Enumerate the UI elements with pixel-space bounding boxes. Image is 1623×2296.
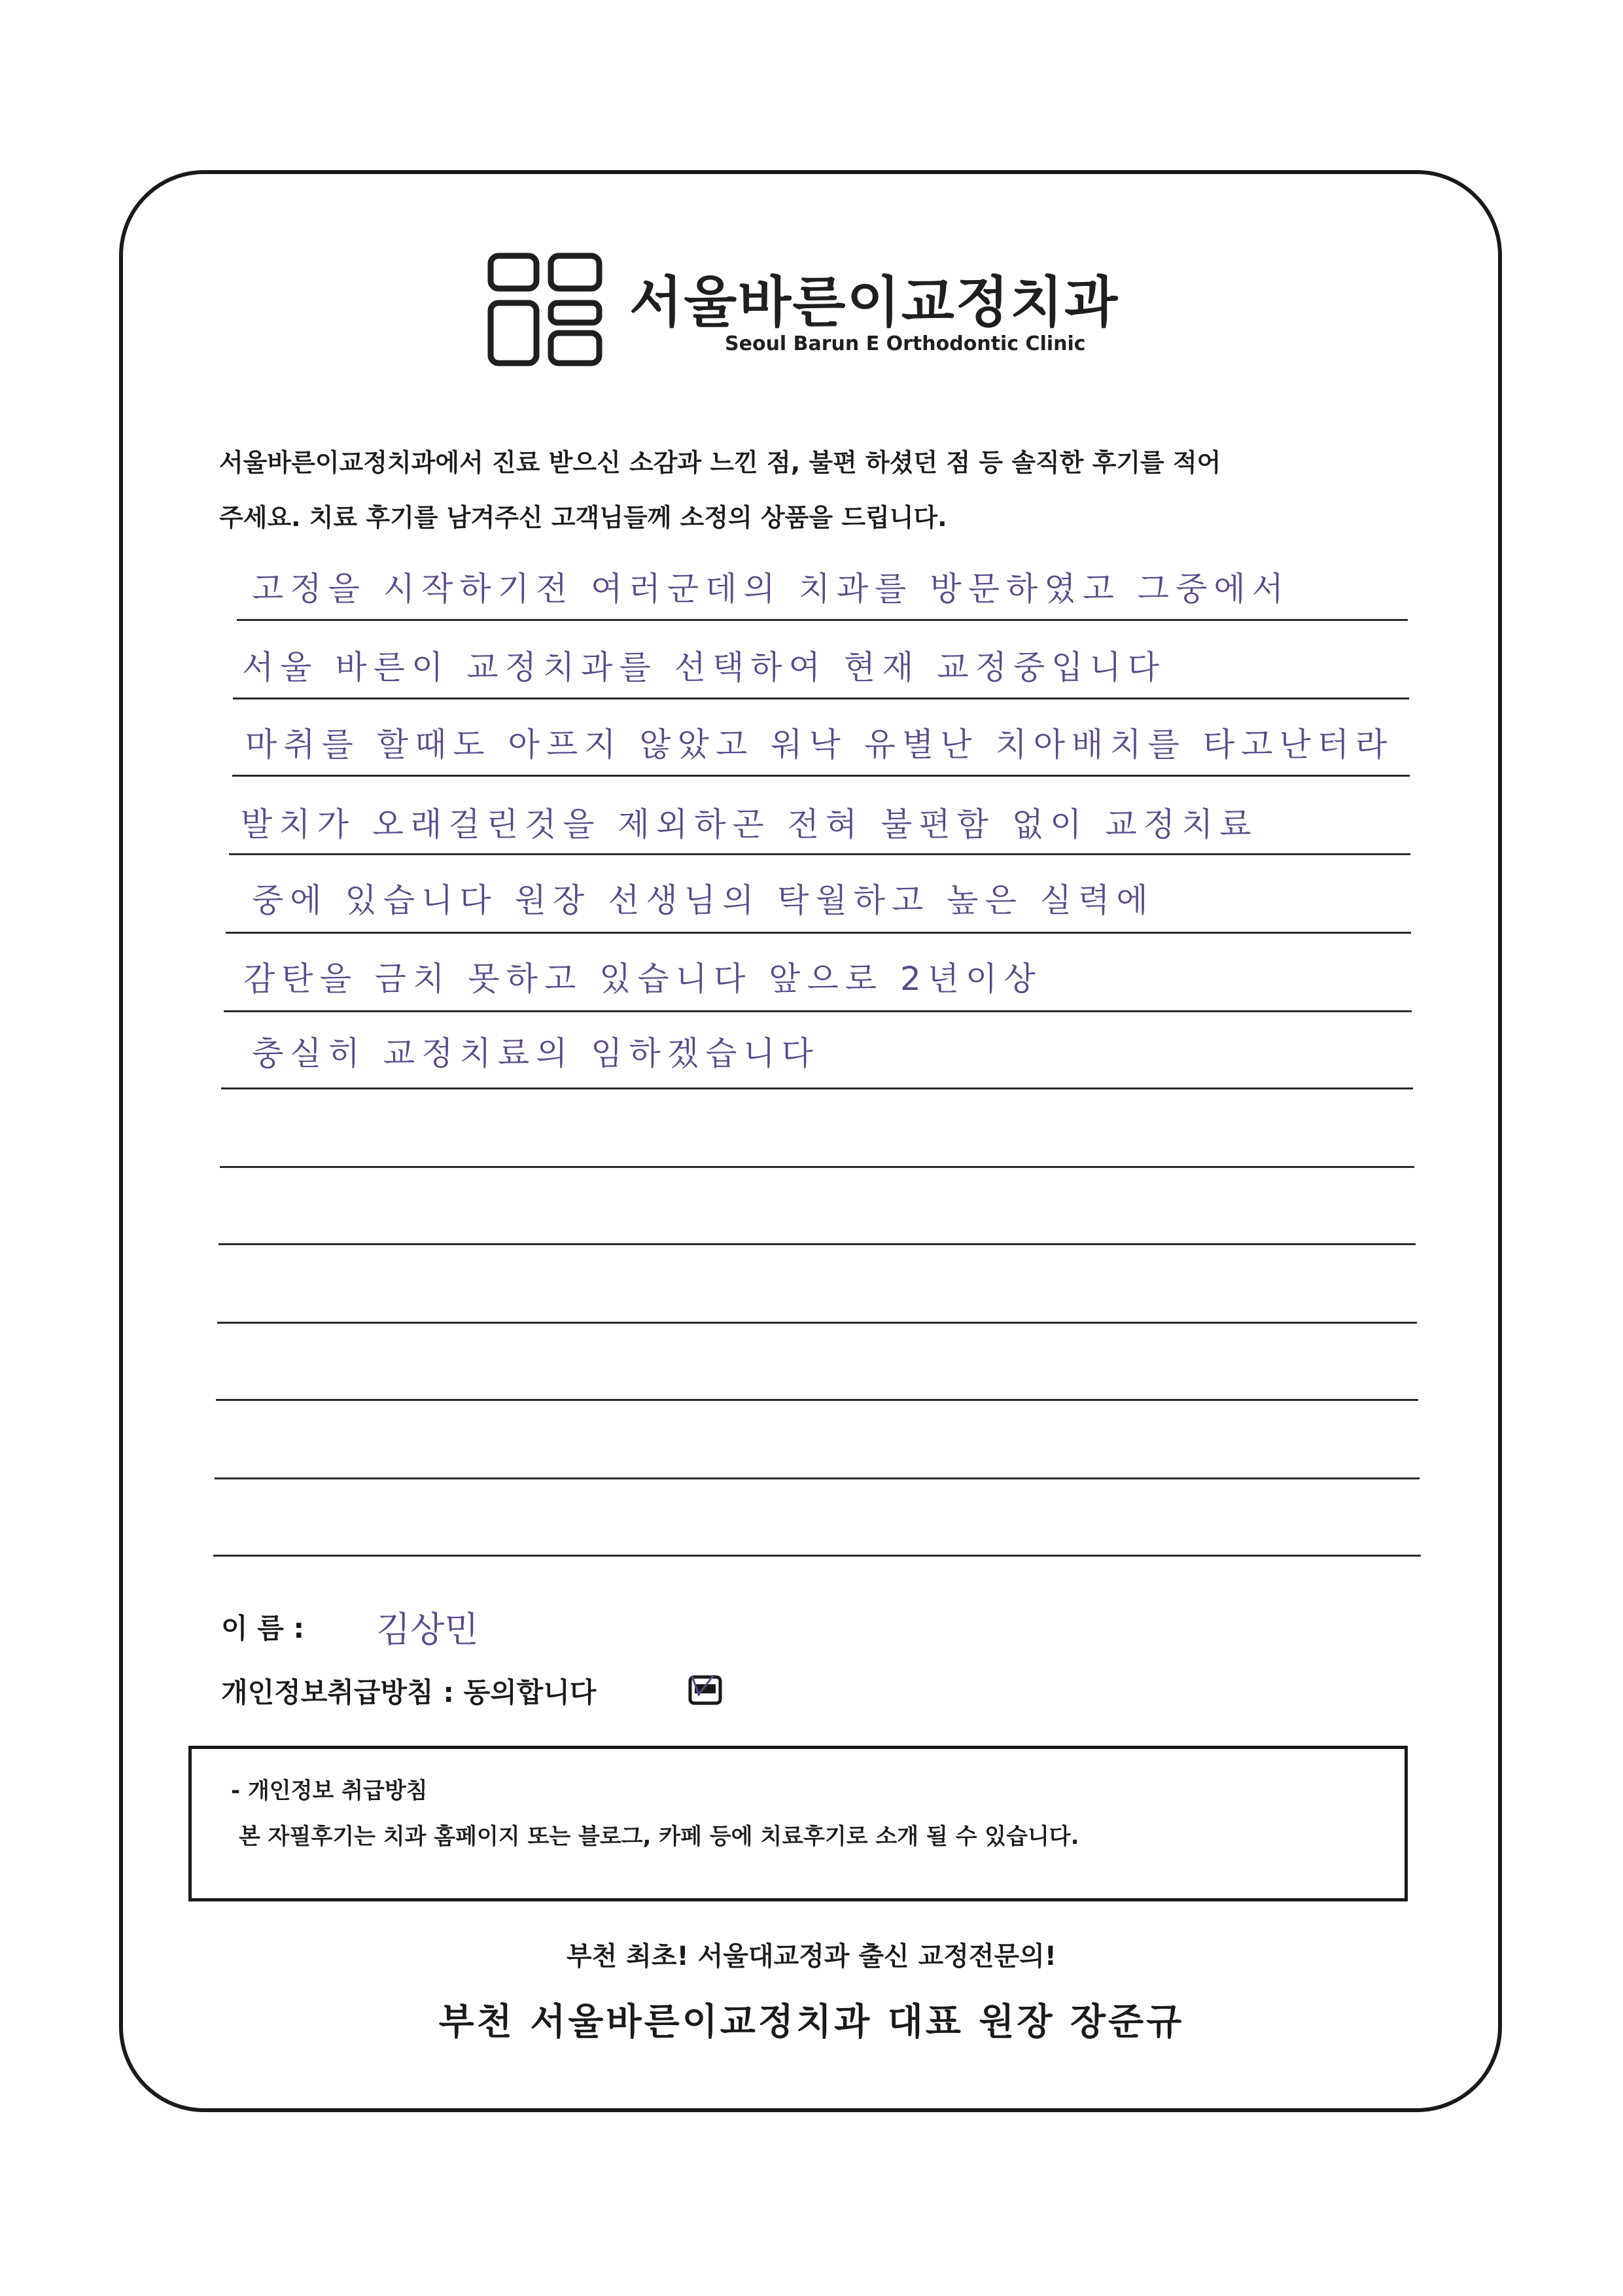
review-text-line: 발치가 오래걸린것을 제외하곤 전혀 불편함 없이 교정치료 xyxy=(241,805,1258,843)
ruled-line xyxy=(226,932,1411,934)
ruled-line xyxy=(237,619,1408,621)
ruled-line xyxy=(220,1166,1414,1168)
consent-checkbox[interactable] xyxy=(688,1675,722,1705)
review-text-line: 중에 있습니다 원장 선생님의 탁월하고 높은 실력에 xyxy=(252,881,1155,919)
ruled-line xyxy=(233,698,1409,699)
clinic-logo-icon xyxy=(487,252,603,367)
footer-tagline: 부천 최초! 서울대교정과 출신 교정전문의! xyxy=(566,1941,1057,1971)
intro-text xyxy=(219,435,1436,545)
ruled-line xyxy=(217,1322,1417,1324)
name-value: 김상민 xyxy=(376,1609,479,1650)
review-text-line: 서울 바른이 교정치과를 선택하여 현재 교정중입니다 xyxy=(242,648,1166,686)
notice-title: - 개인정보 취급방침 xyxy=(231,1778,428,1804)
ruled-line xyxy=(215,1477,1420,1479)
clinic-name: 서울바른이교정치과 xyxy=(629,270,1119,334)
notice-body: 본 자필후기는 치과 홈페이지 또는 블로그, 카페 등에 치료후기로 소개 될 수 있습니다. xyxy=(239,1824,1079,1850)
intro-line: 주세요. 치료 후기를 남겨주신 고객님들께 소정의 상품을 드립니다. xyxy=(219,503,947,532)
privacy-notice-box xyxy=(188,1746,1408,1901)
ruled-line xyxy=(224,1010,1412,1012)
consent-label: 개인정보취급방침 : 동의합니다 xyxy=(221,1676,597,1708)
name-label: 이 름 : xyxy=(221,1612,305,1644)
ruled-line xyxy=(221,1087,1413,1089)
ruled-line xyxy=(229,853,1410,855)
review-text-line: 고정을 시작하기전 여러군데의 치과를 방문하였고 그중에서 xyxy=(252,570,1290,608)
ruled-line xyxy=(216,1399,1418,1401)
review-text-line: 마취를 할때도 아프지 않았고 워낙 유별난 치아배치를 타고난터라 xyxy=(245,726,1394,764)
review-text-line: 감탄을 금치 못하고 있습니다 앞으로 2년이상 xyxy=(243,960,1042,998)
ruled-line xyxy=(218,1243,1416,1245)
review-text-line: 충실히 교정치료의 임하겠습니다 xyxy=(252,1034,820,1072)
intro-line: 서울바른이교정치과에서 진료 받으신 소감과 느낀 점, 불편 하셨던 점 등 솔직한 후기를 적어 xyxy=(219,448,1221,477)
ruled-line xyxy=(232,775,1410,777)
footer-signature: 부천 서울바른이교정치과 대표 원장 장준규 xyxy=(438,2001,1185,2043)
clinic-name-english: Seoul Barun E Orthodontic Clinic xyxy=(725,332,1086,355)
ruled-line xyxy=(213,1555,1421,1557)
